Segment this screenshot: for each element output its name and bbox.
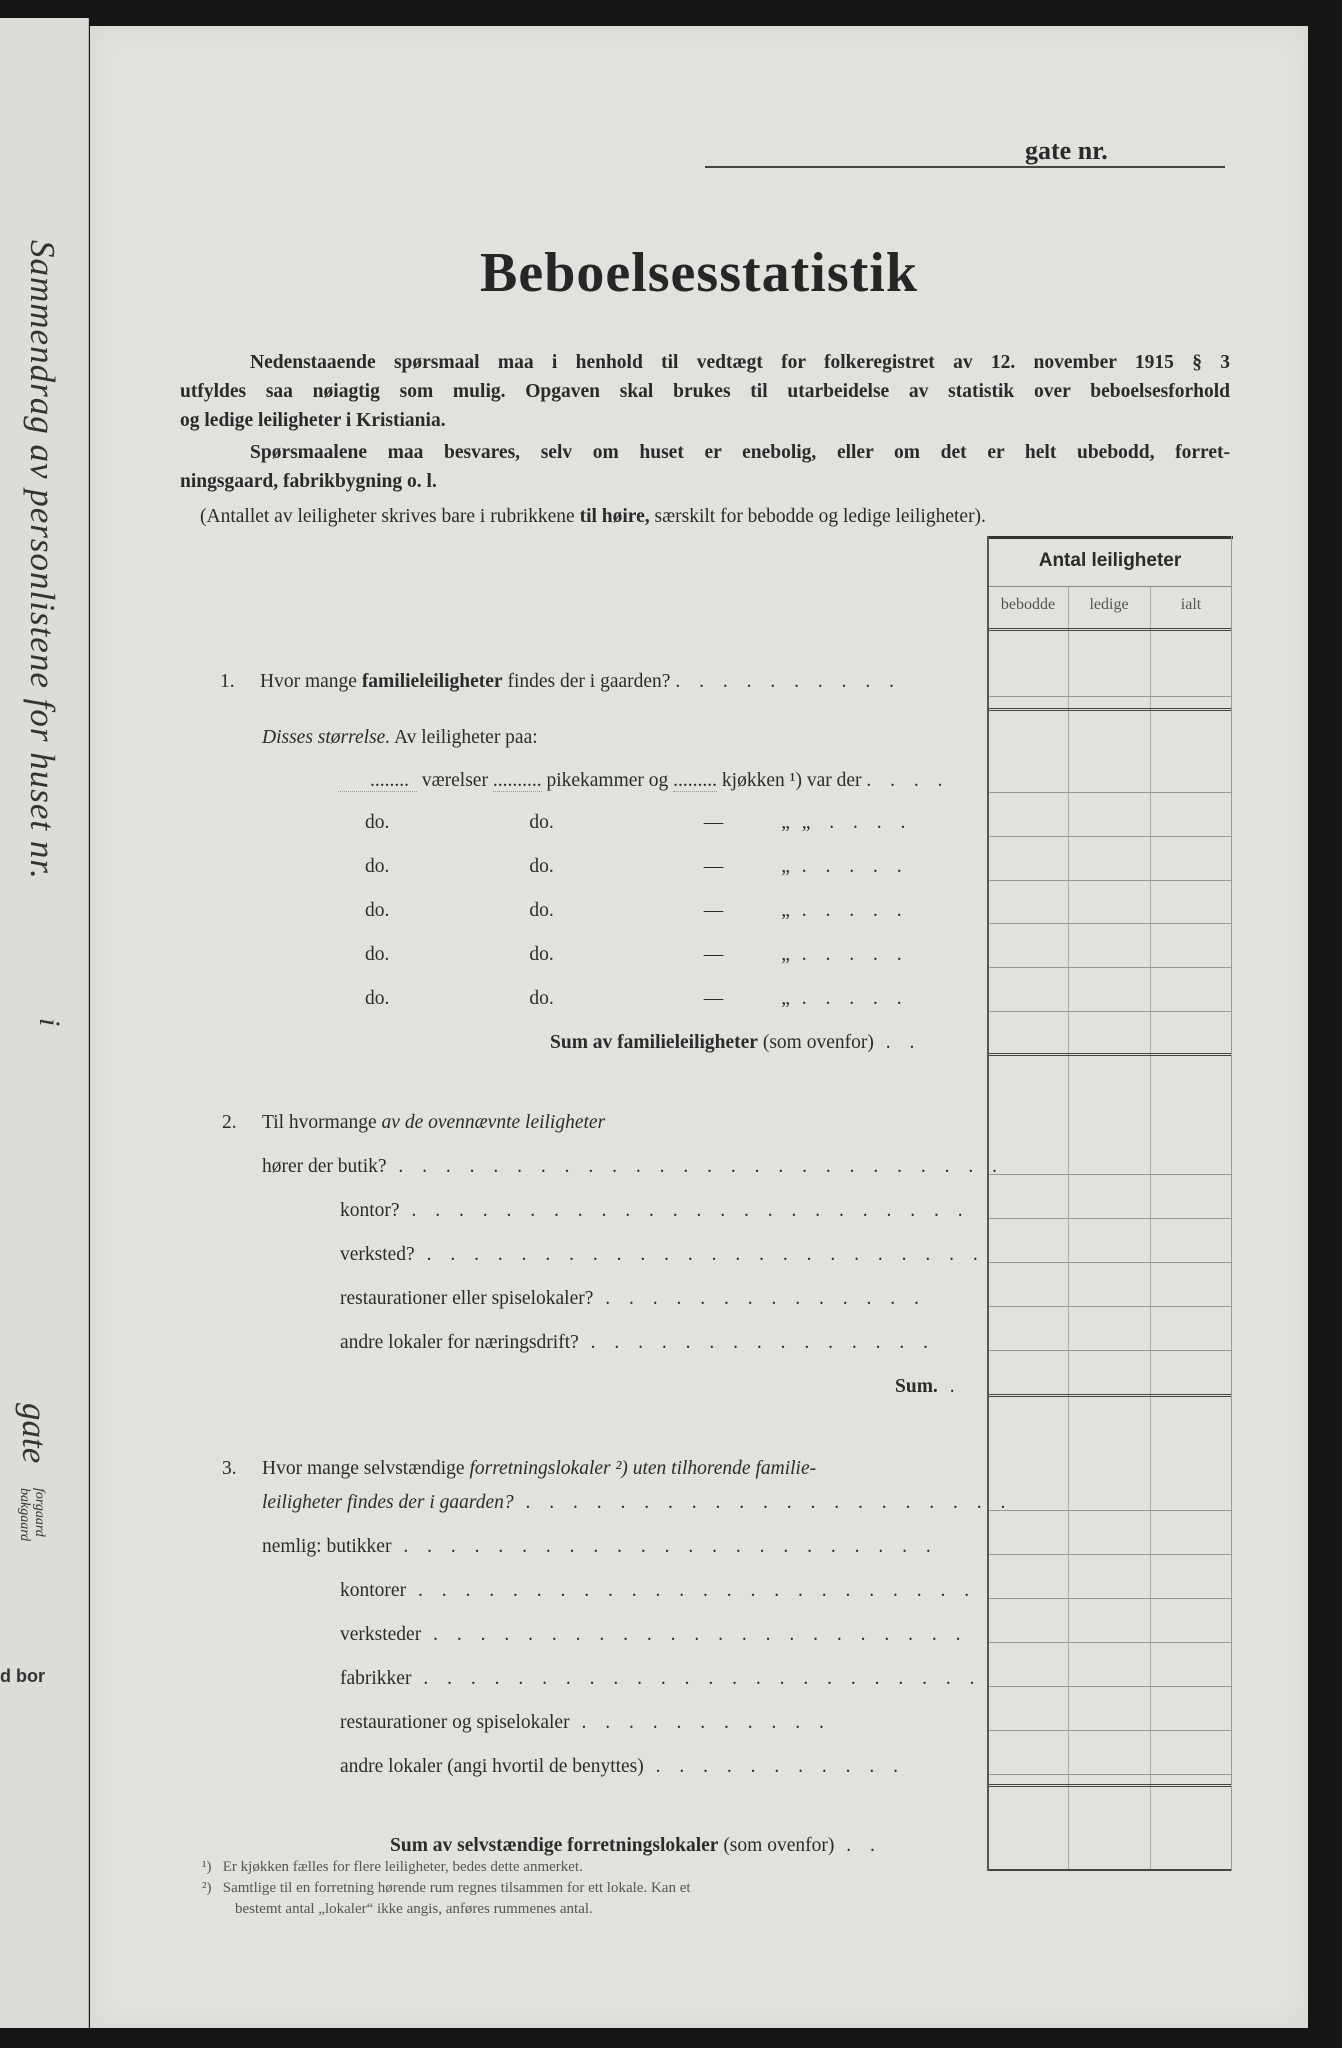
q3-andre: andre lokaler (angi hvortil de benyttes) . . . . . . . . . . . <box>340 1756 906 1777</box>
gate-label: gate nr. <box>1025 136 1108 165</box>
table-bottom-line[interactable] <box>989 1869 1231 1871</box>
gate-number-field[interactable] <box>705 166 1225 168</box>
row-line[interactable] <box>989 1686 1231 1687</box>
q3-restaurationer: restaurationer og spiselokaler . . . . . . . . . . . <box>340 1712 831 1733</box>
side-strip <box>0 18 89 2028</box>
q2-text: Til hvormange av de ovennævnte leiligheter <box>262 1112 606 1133</box>
q3-verksteder: verksteder . . . . . . . . . . . . . . . . . . . . . . . <box>340 1624 968 1645</box>
row-line[interactable] <box>989 880 1231 881</box>
table-left-border <box>987 536 989 1871</box>
row-line[interactable] <box>989 1218 1231 1219</box>
q1-double-line <box>989 708 1231 711</box>
q3-kontorer: kontorer . . . . . . . . . . . . . . . . . . . . . . . . <box>340 1580 977 1601</box>
row-line[interactable] <box>989 967 1231 968</box>
q1-number: 1. <box>220 671 235 692</box>
column-divider <box>1150 586 1151 1871</box>
footnote-2-cont: bestemt antal „lokaler“ ikke angis, anføres rummenes antal. <box>235 1901 593 1917</box>
row-line[interactable] <box>989 1510 1231 1511</box>
row-line[interactable] <box>989 1598 1231 1599</box>
q3-butikker: nemlig: butikker . . . . . . . . . . . . . . . . . . . . . . . <box>262 1536 938 1557</box>
q2-sum: Sum. . <box>895 1376 962 1397</box>
intro-line-5: ningsgaard, fabrikbygning o. l. <box>180 471 437 492</box>
q3-fabrikker: fabrikker . . . . . . . . . . . . . . . . . . . . . . . . <box>340 1668 982 1689</box>
q1-text: Hvor mange familieleiligheter findes der i gaarden? . . . . . . . . . . <box>260 671 901 692</box>
footnote-1: ¹) Er kjøkken fælles for flere leiligheter, bedes dette anmerket. <box>202 1859 583 1875</box>
q2-andre: andre lokaler for næringsdrift? . . . . . . . . . . . . . . . <box>340 1332 936 1353</box>
q1-row-4: do. do. — „ . . . . . <box>365 900 909 921</box>
row-line[interactable] <box>989 1174 1231 1175</box>
q1-row-2: do. do. — „ „ . . . . <box>365 812 913 833</box>
row-line[interactable] <box>989 923 1231 924</box>
row-line[interactable] <box>989 1306 1231 1307</box>
column-divider <box>1068 586 1069 1871</box>
row-line[interactable] <box>989 1554 1231 1555</box>
table-header: Antal leiligheter <box>1038 550 1182 571</box>
footnote-2: ²) Samtlige til en forretning hørende rum regnes tilsammen for ett lokale. Kan et <box>202 1880 691 1896</box>
q3-double-line <box>989 1784 1231 1787</box>
side-small: forgaard bakgaard <box>17 1488 47 1542</box>
column-ledige: ledige <box>1089 596 1129 613</box>
column-ialt: ialt <box>1180 596 1202 613</box>
q3-text-2: leiligheter findes der i gaarden? . . . . . . . . . . . . . . . . . . . . . <box>262 1492 1013 1513</box>
q1-row-5: do. do. — „ . . . . . <box>365 944 909 965</box>
q1-sum: Sum av familieleiligheter (som ovenfor) . . <box>550 1032 922 1053</box>
intro-paragraph-2: Spørsmaalene maa besvares, selv om huset er enebolig, eller om det er helt ubebodd, forret- <box>250 442 1230 463</box>
row-line[interactable] <box>989 1774 1231 1775</box>
intro-paragraph-1: Nedenstaaende spørsmaal maa i henhold til vedtægt for folkeregistret av 12. november 1915 § 3 utfyldes saa nøiagtig som mulig. Opgaven skal brukes til utarbeidelse av statistik over beboelsesforhold <box>180 352 1230 402</box>
q1-sum-line[interactable] <box>989 1053 1231 1056</box>
side-mark: i <box>33 1018 66 1027</box>
q3-sum: Sum av selvstændige forretningslokaler (som ovenfor) . . <box>390 1835 882 1856</box>
row-line[interactable] <box>989 1011 1231 1012</box>
q2-restaurationer: restaurationer eller spiselokaler? . . . . . . . . . . . . . . <box>340 1288 926 1309</box>
page-title: Beboelsesstatistik <box>480 242 918 304</box>
row-line[interactable] <box>989 696 1231 697</box>
q2-butik: hører der butik? . . . . . . . . . . . . . . . . . . . . . . . . . . <box>262 1156 1005 1177</box>
header-double-line <box>989 628 1231 631</box>
table-right-border <box>1231 536 1232 1871</box>
q1-row-6: do. do. — „ . . . . . <box>365 988 909 1009</box>
q2-verksted: verksted? . . . . . . . . . . . . . . . . . . . . . . . . <box>340 1244 985 1265</box>
q3-text: Hvor mange selvstændige forretningslokaler ²) uten tilhorende familie- <box>262 1458 817 1479</box>
q3-number: 3. <box>222 1458 237 1479</box>
row-line[interactable] <box>989 1350 1231 1351</box>
column-bebodde: bebodde <box>1000 596 1056 613</box>
row-line[interactable] <box>989 1642 1231 1643</box>
side-bor: d bor <box>0 1666 45 1686</box>
intro-line-3: og ledige leiligheter i Kristiania. <box>180 410 446 431</box>
row-line[interactable] <box>989 792 1231 793</box>
q1-size-text: Disses størrelse. Av leiligheter paa: <box>262 727 538 748</box>
q1-row-header: ........ værelser .......... pikekammer og ......... kjøkken ¹) var der . . . . <box>338 769 950 793</box>
intro-note: (Antallet av leiligheter skrives bare i rubrikkene til høire, særskilt for bebodde og ledige leiligheter). <box>200 506 986 527</box>
side-gate: gate <box>15 1403 54 1464</box>
q2-sum-line[interactable] <box>989 1394 1231 1397</box>
side-vertical-text: Sammendrag av personlistene for huset nr. <box>23 240 62 880</box>
row-line[interactable] <box>989 836 1231 837</box>
form-page <box>90 26 1308 2028</box>
q1-row-3: do. do. — „ . . . . . <box>365 856 909 877</box>
q2-kontor: kontor? . . . . . . . . . . . . . . . . . . . . . . . . <box>340 1200 970 1221</box>
q2-number: 2. <box>222 1112 237 1133</box>
row-line[interactable] <box>989 1730 1231 1731</box>
table-header-line <box>989 586 1231 587</box>
table-top-border <box>987 536 1233 539</box>
row-line[interactable] <box>989 1262 1231 1263</box>
